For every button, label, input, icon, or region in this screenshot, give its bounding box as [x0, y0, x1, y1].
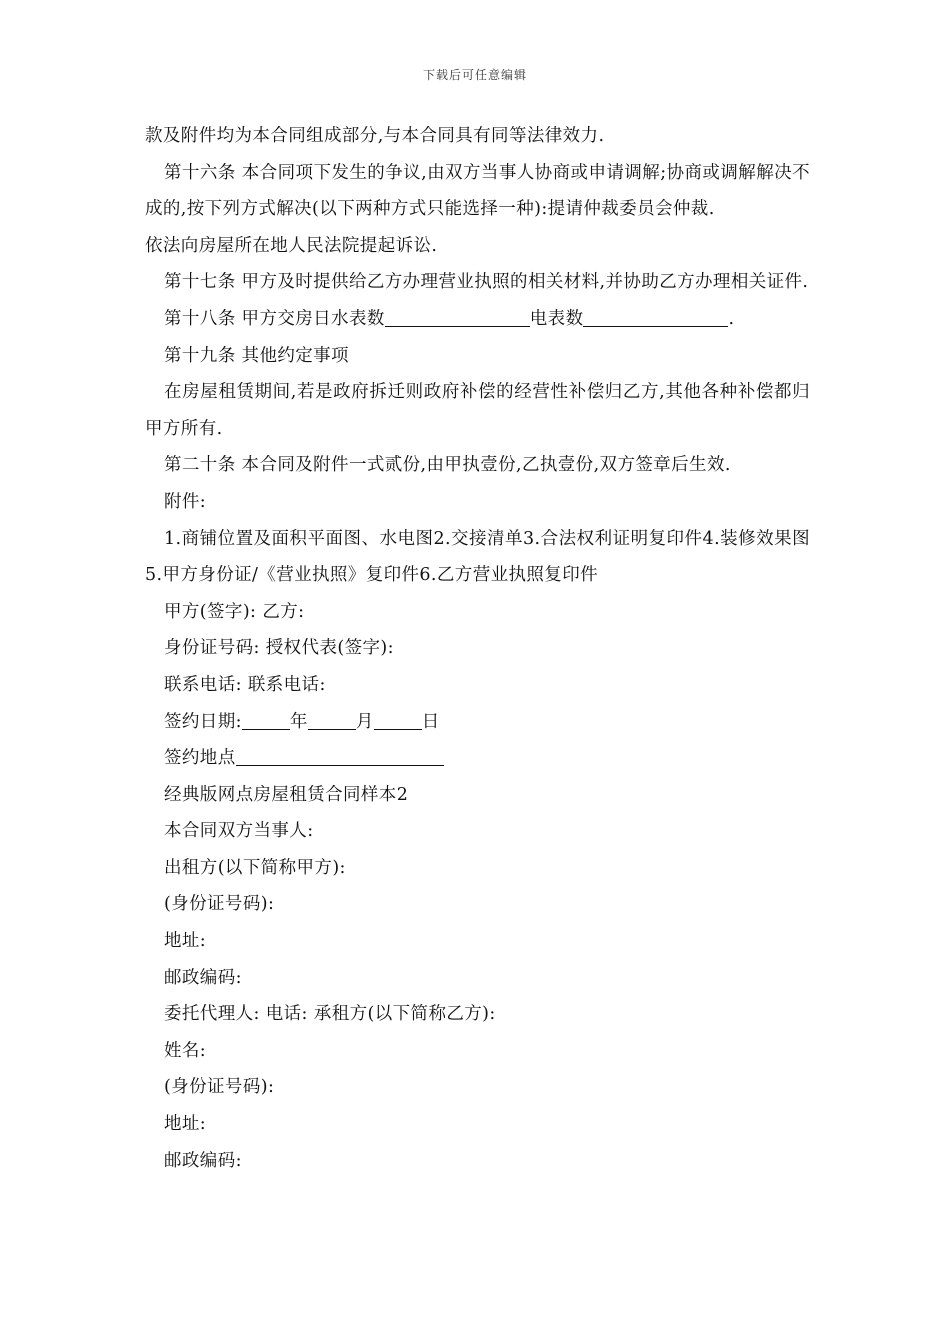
paragraph-attachments-list: 1.商铺位置及面积平面图、水电图2.交接清单3.合法权利证明复印件4.装修效果图5.甲方身份证/《营业执照》复印件6.乙方营业执照复印件: [145, 528, 810, 586]
lessor-postcode-line: 邮政编码:: [164, 967, 242, 988]
meter-electric-label: 电表数: [529, 308, 584, 329]
lessee-name-line: 姓名:: [164, 1040, 207, 1061]
year-blank: [242, 709, 290, 730]
id-number-line: 身份证号码: 授权代表(签字):: [164, 638, 394, 659]
signing-place-line: [145, 740, 810, 777]
page-header: 下载后可任意编辑: [422, 68, 527, 82]
paragraph-article-17: 第十七条 甲方及时提供给乙方办理营业执照的相关材料,并协助乙方办理相关证件.: [164, 272, 809, 293]
lessor-id-line: (身份证号码):: [164, 894, 275, 915]
paragraph-article-16: 第十六条 本合同项下发生的争议,由双方当事人协商或申请调解;协商或调解解决不成的,按下列方式解决(以下两种方式只能选择一种):提请仲裁委员会仲裁.: [145, 162, 810, 220]
signature-party-line: 甲方(签字): 乙方:: [164, 601, 305, 622]
lessor-address-line: 地址:: [164, 931, 207, 952]
month-label: 月: [355, 711, 374, 732]
lessee-id-line: (身份证号码):: [164, 1077, 275, 1098]
signing-place-blank: [236, 745, 444, 766]
lessee-postcode-line: 邮政编码:: [164, 1150, 242, 1171]
phone-line: 联系电话: 联系电话:: [164, 674, 326, 695]
paragraph-article-18: [145, 301, 810, 338]
period: .: [728, 308, 735, 329]
paragraph-litigation-option: 依法向房屋所在地人民法院提起诉讼.: [145, 235, 438, 256]
water-meter-blank: [385, 306, 530, 327]
meter-water-label: 第十八条 甲方交房日水表数: [164, 308, 385, 329]
day-blank: [374, 709, 422, 730]
signing-date-label: 签约日期:: [164, 711, 242, 732]
agent-lessee-line: 委托代理人: 电话: 承租方(以下简称乙方):: [164, 1004, 496, 1025]
parties-heading: 本合同双方当事人:: [164, 821, 314, 842]
document-body: [145, 118, 810, 1179]
paragraph-attachments-validity: 款及附件均为本合同组成部分,与本合同具有同等法律效力.: [145, 126, 605, 146]
year-label: 年: [289, 711, 308, 732]
section-title-sample-2: 经典版网点房屋租赁合同样本2: [164, 784, 409, 805]
day-label: 日: [421, 711, 440, 732]
paragraph-attachments-heading: 附件:: [164, 491, 207, 512]
paragraph-article-20: 第二十条 本合同及附件一式贰份,由甲执壹份,乙执壹份,双方签章后生效.: [164, 455, 731, 476]
month-blank: [308, 709, 356, 730]
paragraph-demolition-compensation: 在房屋租赁期间,若是政府拆迁则政府补偿的经营性补偿归乙方,其他各种补偿都归甲方所有.: [145, 382, 810, 439]
lessee-address-line: 地址:: [164, 1114, 207, 1135]
electric-meter-blank: [583, 306, 728, 327]
lessor-line: 出租方(以下简称甲方):: [164, 857, 346, 878]
signing-date-line: [145, 704, 810, 741]
paragraph-article-19: 第十九条 其他约定事项: [164, 345, 349, 366]
signing-place-label: 签约地点: [164, 748, 236, 769]
